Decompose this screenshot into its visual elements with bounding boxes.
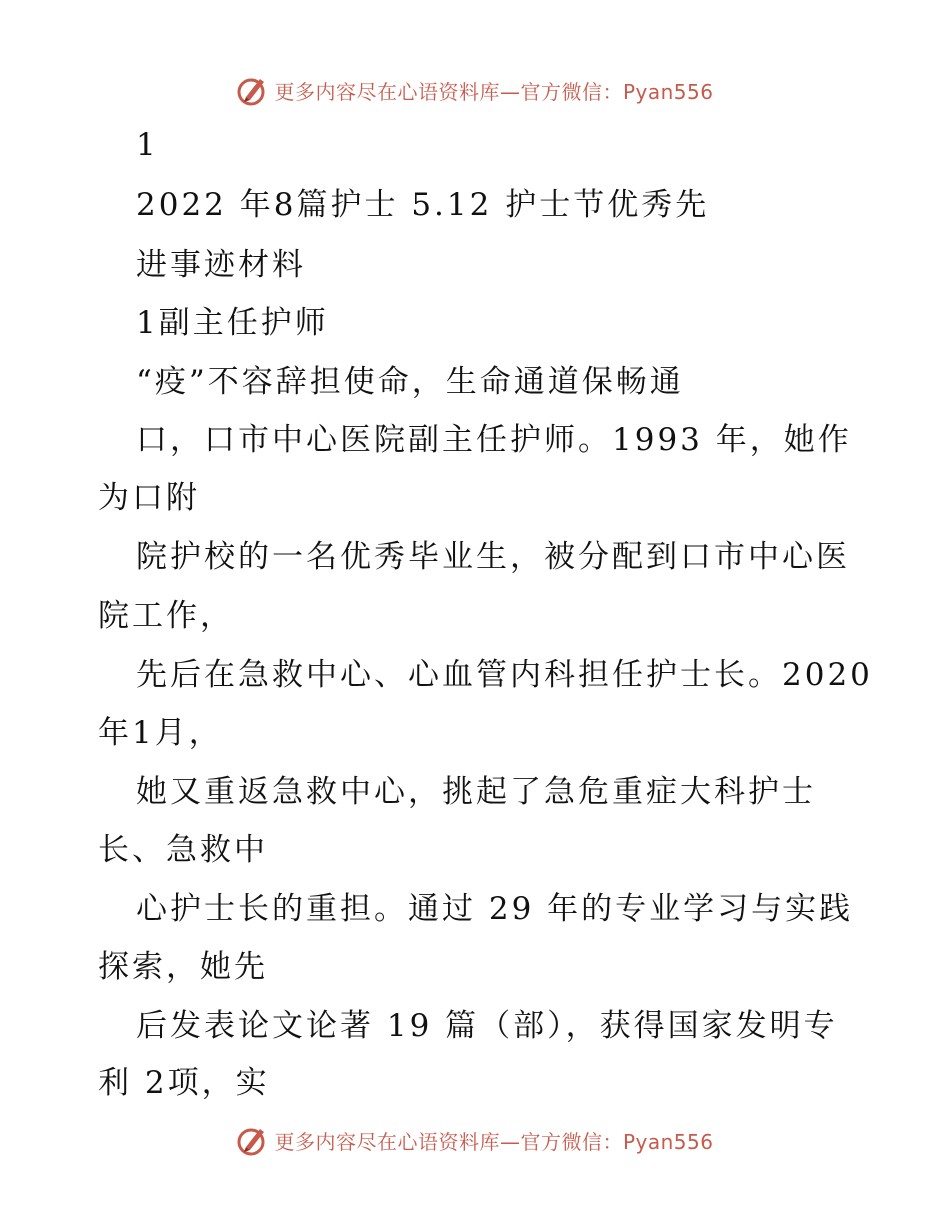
- text-line-11: 年1月，: [98, 715, 223, 751]
- text-line-9: 院工作，: [98, 598, 234, 634]
- text-line-3: 进事迹材料: [136, 247, 306, 283]
- text-line-17: 利 2项，实: [98, 1065, 270, 1101]
- text-line-14: 心护士长的重担。通过 29 年的专业学习与实践: [136, 891, 854, 927]
- text-line-6: 口，口市中心医院副主任护师。1993 年，她作: [136, 422, 852, 458]
- text-line-13: 长、急救中: [98, 832, 268, 868]
- footer-watermark: [0, 1120, 950, 1160]
- text-line-1: 1: [136, 127, 159, 163]
- text-line-5: “疫”不容辞担使命，生命通道保畅通: [136, 364, 684, 400]
- header-watermark: [0, 70, 950, 110]
- text-line-2: 2022 年8篇护士 5.12 护士节优秀先: [136, 187, 710, 223]
- pen-logo-icon: [236, 73, 270, 107]
- text-line-10: 先后在急救中心、心血管内科担任护士长。2020: [136, 657, 873, 693]
- watermark-text: 更多内容尽在心语资料库—官方微信：Pyan556: [274, 1129, 714, 1154]
- text-line-8: 院护校的一名优秀毕业生，被分配到口市中心医: [136, 539, 850, 575]
- text-line-15: 探索，她先: [98, 949, 268, 985]
- text-line-4: 1副主任护师: [136, 305, 329, 341]
- text-line-7: 为口附: [98, 480, 200, 516]
- watermark-text: 更多内容尽在心语资料库—官方微信：Pyan556: [274, 79, 714, 104]
- text-line-12: 她又重返急救中心，挑起了急危重症大科护士: [136, 774, 816, 810]
- pen-logo-icon: [236, 1123, 270, 1157]
- text-line-16: 后发表论文论著 19 篇（部），获得国家发明专: [136, 1008, 838, 1044]
